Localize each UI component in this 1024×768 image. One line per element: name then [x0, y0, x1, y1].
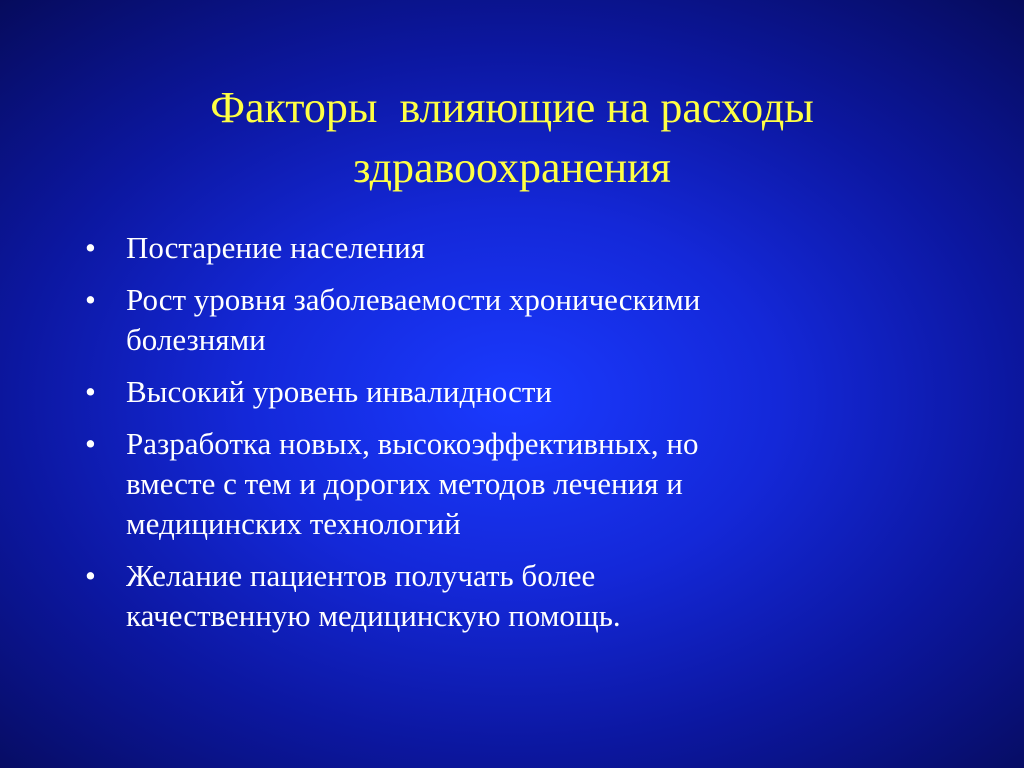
- list-item: [85, 280, 985, 360]
- bullet-text: Высокий уровень инвалидности: [126, 374, 552, 409]
- list-item: [85, 228, 985, 268]
- bullet-marker: •: [85, 282, 96, 317]
- list-item: [85, 424, 985, 544]
- bullet-text: Постарение населения: [126, 230, 425, 265]
- bullet-marker: •: [85, 230, 96, 265]
- list-item: [85, 556, 985, 636]
- bullet-list: [85, 228, 985, 648]
- slide-title: Факторы влияющие на расходы здравоохранения: [210, 83, 814, 192]
- list-item: [85, 372, 985, 412]
- bullet-text: Рост уровня заболеваемости хроническими болезнями: [126, 282, 701, 357]
- bullet-marker: •: [85, 374, 96, 409]
- bullet-text: Разработка новых, высокоэффективных, но вместе с тем и дорогих методов лечения и медицинских технологий: [126, 426, 699, 541]
- bullet-text: Желание пациентов получать более качественную медицинскую помощь.: [126, 558, 621, 633]
- bullet-marker: •: [85, 558, 96, 593]
- bullet-marker: •: [85, 426, 96, 461]
